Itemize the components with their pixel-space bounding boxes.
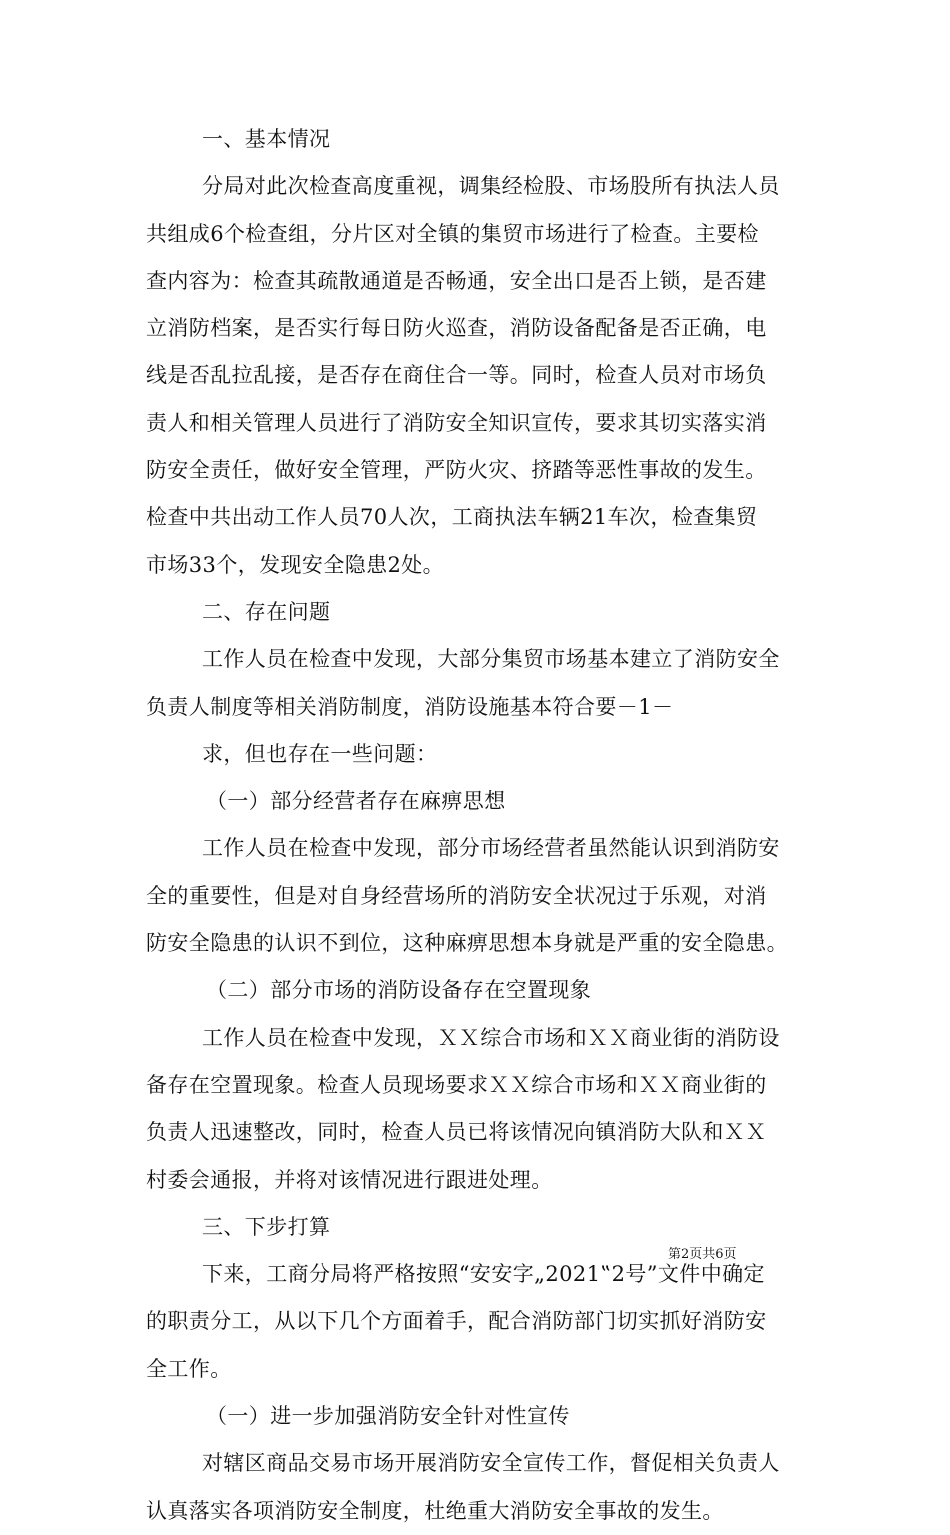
paragraph-line: 分局对此次检查高度重视，调集经检股、市场股所有执法人员 <box>202 174 780 199</box>
page-number-footer: 第2页共6页 <box>668 1247 737 1262</box>
subsection-heading: （一）部分经营者存在麻痹思想 <box>206 789 506 814</box>
paragraph-line: 负责人制度等相关消防制度，消防设施基本符合要－1－ <box>146 694 674 719</box>
section-heading: 一、基本情况 <box>202 127 331 151</box>
paragraph-line: 村委会通报，并将对该情况进行跟进处理。 <box>146 1167 553 1192</box>
paragraph-line: 求，但也存在一些问题： <box>202 741 438 766</box>
paragraph-line: 负责人迅速整改，同时，检查人员已将该情况向镇消防大队和ＸＸ <box>146 1120 767 1145</box>
section-heading: 二、存在问题 <box>202 599 331 624</box>
subsection-heading: （一）进一步加强消防安全针对性宣传 <box>206 1404 570 1429</box>
paragraph-line: 工作人员在检查中发现，部分市场经营者虽然能认识到消防安 <box>202 836 780 861</box>
paragraph-line: 备存在空置现象。检查人员现场要求ＸＸ综合市场和ＸＸ商业街的 <box>146 1072 767 1097</box>
paragraph-line: 对辖区商品交易市场开展消防安全宣传工作，督促相关负责人 <box>202 1451 780 1476</box>
paragraph-line: 工作人员在检查中发现，ＸＸ综合市场和ＸＸ商业街的消防设 <box>202 1025 780 1050</box>
paragraph-line: 线是否乱拉乱接，是否存在商住合一等。同时，检查人员对市场负 <box>146 363 767 388</box>
paragraph-line: 下来，工商分局将严格按照“安安字„2021‟2号”文件中确定 <box>202 1262 765 1287</box>
paragraph-line: 检查中共出动工作人员70人次，工商执法车辆21车次，检查集贸 <box>146 505 758 530</box>
document-body <box>146 116 816 1535</box>
paragraph-line: 立消防档案，是否实行每日防火巡查，消防设备配备是否正确，电 <box>146 316 767 341</box>
paragraph-line: 全的重要性，但是对自身经营场所的消防安全状况过于乐观，对消 <box>146 883 767 908</box>
paragraph-line: 责人和相关管理人员进行了消防安全知识宣传，要求其切实落实消 <box>146 410 767 435</box>
paragraph-line: 共组成6个检查组，分片区对全镇的集贸市场进行了检查。主要检 <box>146 221 759 246</box>
paragraph-line: 的职责分工，从以下几个方面着手，配合消防部门切实抓好消防安 <box>146 1309 767 1334</box>
subsection-heading: （二）部分市场的消防设备存在空置现象 <box>206 978 592 1003</box>
paragraph-line: 查内容为：检查其疏散通道是否畅通，安全出口是否上锁，是否建 <box>146 268 767 293</box>
paragraph-line: 全工作。 <box>146 1356 232 1381</box>
paragraph-line: 防安全责任，做好安全管理，严防火灾、挤踏等恶性事故的发生。 <box>146 458 767 483</box>
section-heading: 三、下步打算 <box>202 1214 331 1239</box>
paragraph-line: 防安全隐患的认识不到位，这种麻痹思想本身就是严重的安全隐患。 <box>146 931 788 956</box>
paragraph-line: 认真落实各项消防安全制度，杜绝重大消防安全事故的发生。 <box>146 1498 724 1523</box>
paragraph-line: 工作人员在检查中发现，大部分集贸市场基本建立了消防安全 <box>202 647 780 672</box>
paragraph-line: 市场33个，发现安全隐患2处。 <box>146 552 445 577</box>
